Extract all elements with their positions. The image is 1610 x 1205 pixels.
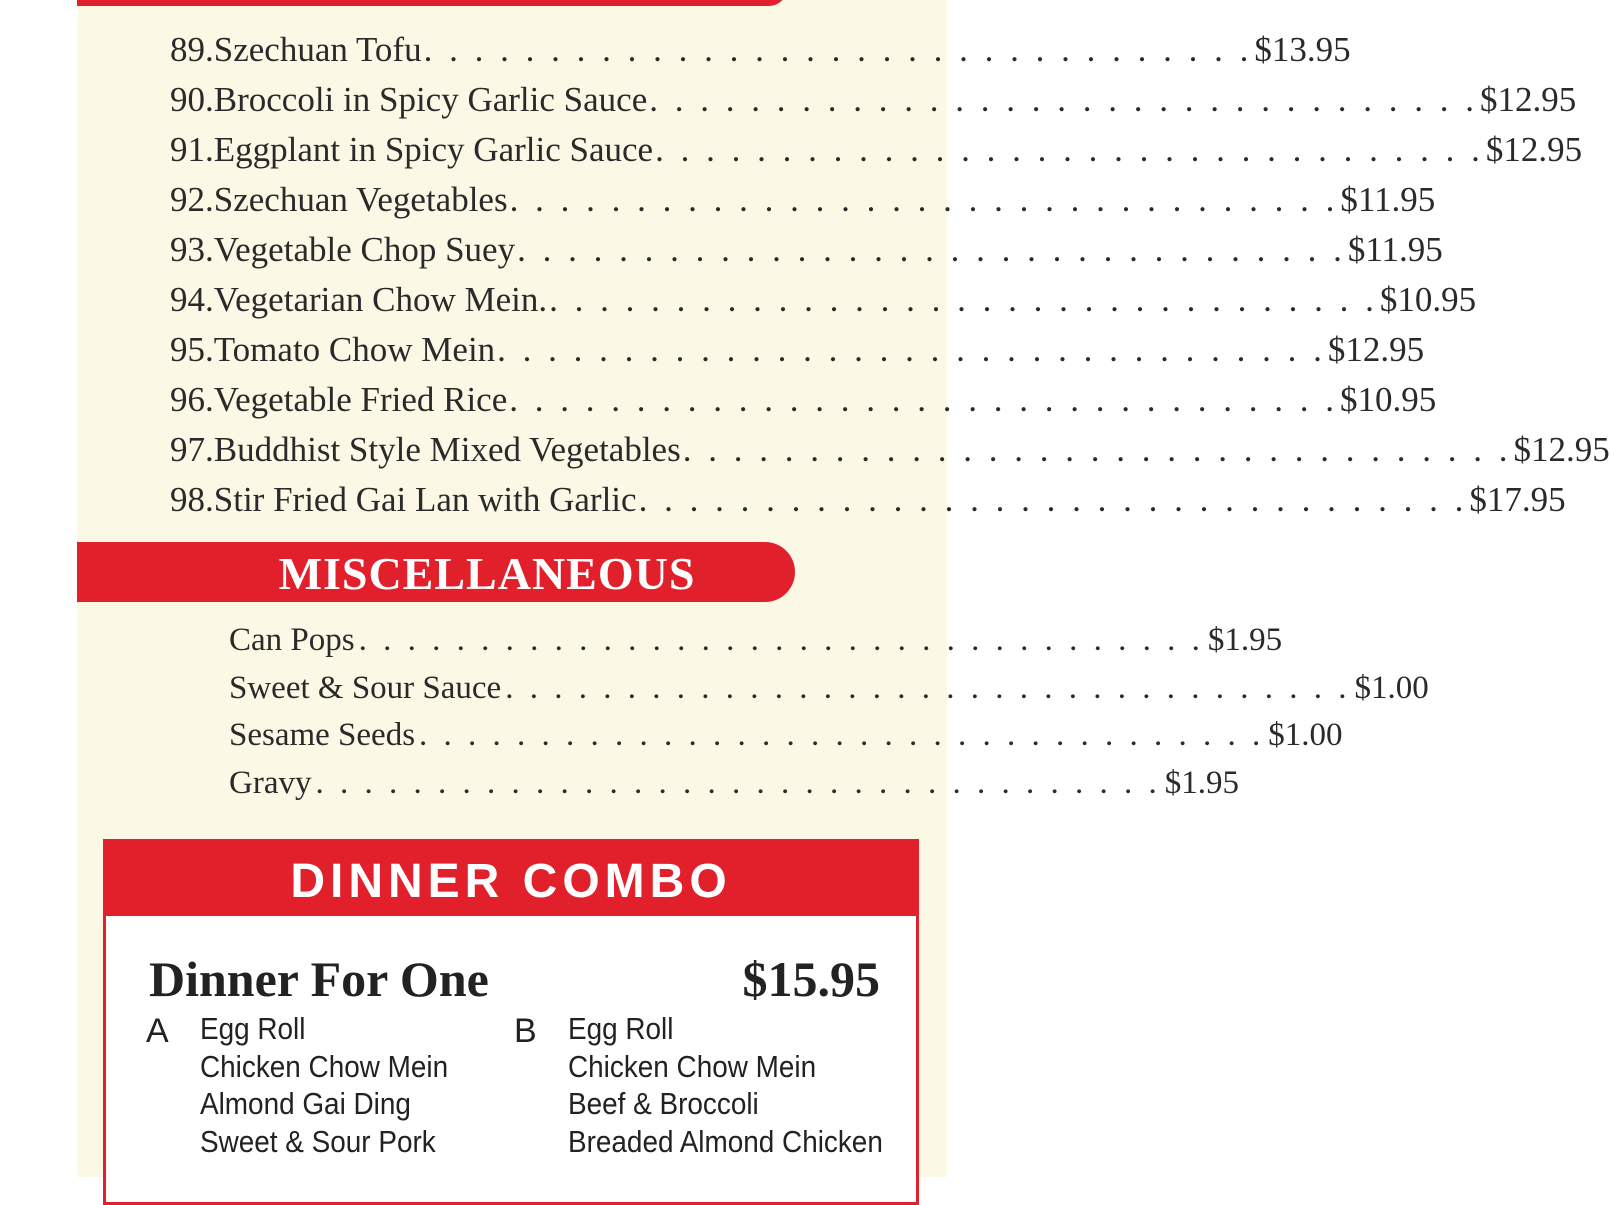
- item-price: $11.95: [1347, 230, 1443, 269]
- menu-item: [170, 230, 1443, 280]
- item-price: $13.95: [1254, 30, 1351, 69]
- option-item: Egg Roll: [200, 1011, 306, 1046]
- option-item: Chicken Chow Mein: [200, 1048, 449, 1084]
- item-name: Vegetable Chop Suey: [213, 230, 516, 269]
- dinner-combo-box: [103, 839, 919, 1205]
- option-item: Almond Gai Ding: [200, 1086, 411, 1121]
- leader-dots: . . . . . . . . . . . . . . . . . . . . . . . . . . . . . . . . . . .: [419, 717, 1265, 753]
- item-name: Sesame Seeds: [229, 717, 416, 753]
- section-header-bar: [77, 0, 787, 6]
- item-number: 89.: [170, 30, 214, 69]
- item-name: Can Pops: [229, 622, 355, 658]
- leader-dots: . . . . . . . . . . . . . . . . . . . . . . . . . . . . . . . . .: [655, 130, 1484, 169]
- leader-dots: . . . . . . . . . . . . . . . . . . . . . . . . . . . . . . . . .: [649, 80, 1478, 119]
- item-price: $1.95: [1207, 622, 1283, 658]
- item-name: Sweet & Sour Sauce: [229, 669, 502, 706]
- item-name: Stir Fried Gai Lan with Garlic: [213, 480, 637, 519]
- menu-item: [170, 330, 1425, 380]
- item-price: $12.95: [1485, 130, 1583, 169]
- menu-item: [170, 80, 1577, 130]
- item-price: $1.95: [1164, 764, 1239, 801]
- combo-header: DINNER COMBO: [106, 842, 916, 916]
- leader-dots: . . . . . . . . . . . . . . . . . . . . . . . . . . . . . . . . .: [638, 480, 1468, 519]
- item-price: $10.95: [1379, 280, 1477, 319]
- menu-item: [170, 480, 1566, 530]
- option-item: Chicken Chow Mein: [568, 1048, 817, 1084]
- item-price: $12.95: [1513, 430, 1610, 469]
- option-item-list: [568, 1010, 928, 1160]
- item-name: Vegetable Fried Rice: [213, 380, 508, 419]
- option-letter: B: [514, 1012, 537, 1050]
- item-name: Gravy: [229, 764, 312, 801]
- leader-dots: . . . . . . . . . . . . . . . . . . . . . . . . . . . . . . . . .: [509, 380, 1339, 419]
- misc-menu-list: [229, 622, 1429, 812]
- option-item-list: [200, 1010, 560, 1160]
- leader-dots: . . . . . . . . . . . . . . . . . . . . . . . . . . . . . . . . .: [517, 230, 1346, 269]
- item-number: 96.: [170, 380, 214, 419]
- item-name: Tomato Chow Mein: [213, 330, 496, 369]
- item-price: $11.95: [1340, 180, 1436, 219]
- menu-item: [170, 430, 1610, 480]
- misc-item: [229, 622, 1283, 670]
- option-item: Beef & Broccoli: [568, 1086, 759, 1121]
- leader-dots: . . . . . . . . . . . . . . . . . . . . . . . . . . . . . . . . . . .: [315, 764, 1161, 801]
- option-item: Breaded Almond Chicken: [568, 1123, 883, 1159]
- menu-item: [170, 180, 1436, 230]
- misc-item: [229, 764, 1239, 813]
- leader-dots: . . . . . . . . . . . . . . . . . . . . . . . . . . . . . . . . . . .: [358, 622, 1204, 658]
- leader-dots: . . . . . . . . . . . . . . . . . . . . . . . . . . . . . . . . .: [682, 430, 1512, 469]
- item-name: Szechuan Vegetables: [213, 180, 508, 219]
- leader-dots: . . . . . . . . . . . . . . . . . . . . . . . . . . . . . . . . . . .: [505, 669, 1351, 706]
- item-price: $10.95: [1340, 380, 1437, 419]
- menu-item: [170, 280, 1477, 330]
- menu-item: [170, 380, 1437, 430]
- item-name: Broccoli in Spicy Garlic Sauce: [213, 80, 648, 119]
- combo-price: $15.95: [742, 951, 880, 1007]
- misc-section-title: MISCELLANEOUS: [278, 548, 696, 599]
- vegetable-menu-list: [170, 30, 1610, 530]
- item-number: 94.: [170, 280, 214, 319]
- item-price: $1.00: [1268, 717, 1343, 753]
- item-name: Eggplant in Spicy Garlic Sauce: [213, 130, 654, 169]
- item-price: $12.95: [1327, 330, 1425, 369]
- leader-dots: . . . . . . . . . . . . . . . . . . . . . . . . . . . . . . . . .: [423, 30, 1253, 69]
- item-number: 93.: [170, 230, 214, 269]
- item-number: 91.: [170, 130, 214, 169]
- option-letter: A: [146, 1012, 169, 1050]
- item-number: 98.: [170, 480, 214, 519]
- item-name: Buddhist Style Mixed Vegetables: [213, 430, 681, 469]
- item-number: 90.: [170, 80, 214, 119]
- item-price: $17.95: [1469, 480, 1566, 519]
- item-number: 92.: [170, 180, 214, 219]
- item-price: $12.95: [1479, 80, 1577, 119]
- leader-dots: . . . . . . . . . . . . . . . . . . . . . . . . . . . . . . . . .: [549, 280, 1378, 319]
- misc-item: [229, 717, 1343, 765]
- item-number: 95.: [170, 330, 214, 369]
- item-name: Vegetarian Chow Mein.: [213, 280, 548, 319]
- option-item: Sweet & Sour Pork: [200, 1123, 436, 1159]
- misc-item: [229, 669, 1429, 718]
- menu-item: [170, 130, 1583, 180]
- option-item: Egg Roll: [568, 1011, 674, 1046]
- menu-item: [170, 30, 1351, 80]
- item-number: 97.: [170, 430, 214, 469]
- item-price: $1.00: [1354, 669, 1429, 706]
- combo-name: Dinner For One: [149, 951, 489, 1007]
- leader-dots: . . . . . . . . . . . . . . . . . . . . . . . . . . . . . . . . .: [497, 330, 1326, 369]
- item-name: Szechuan Tofu: [213, 30, 422, 69]
- leader-dots: . . . . . . . . . . . . . . . . . . . . . . . . . . . . . . . . .: [509, 180, 1339, 219]
